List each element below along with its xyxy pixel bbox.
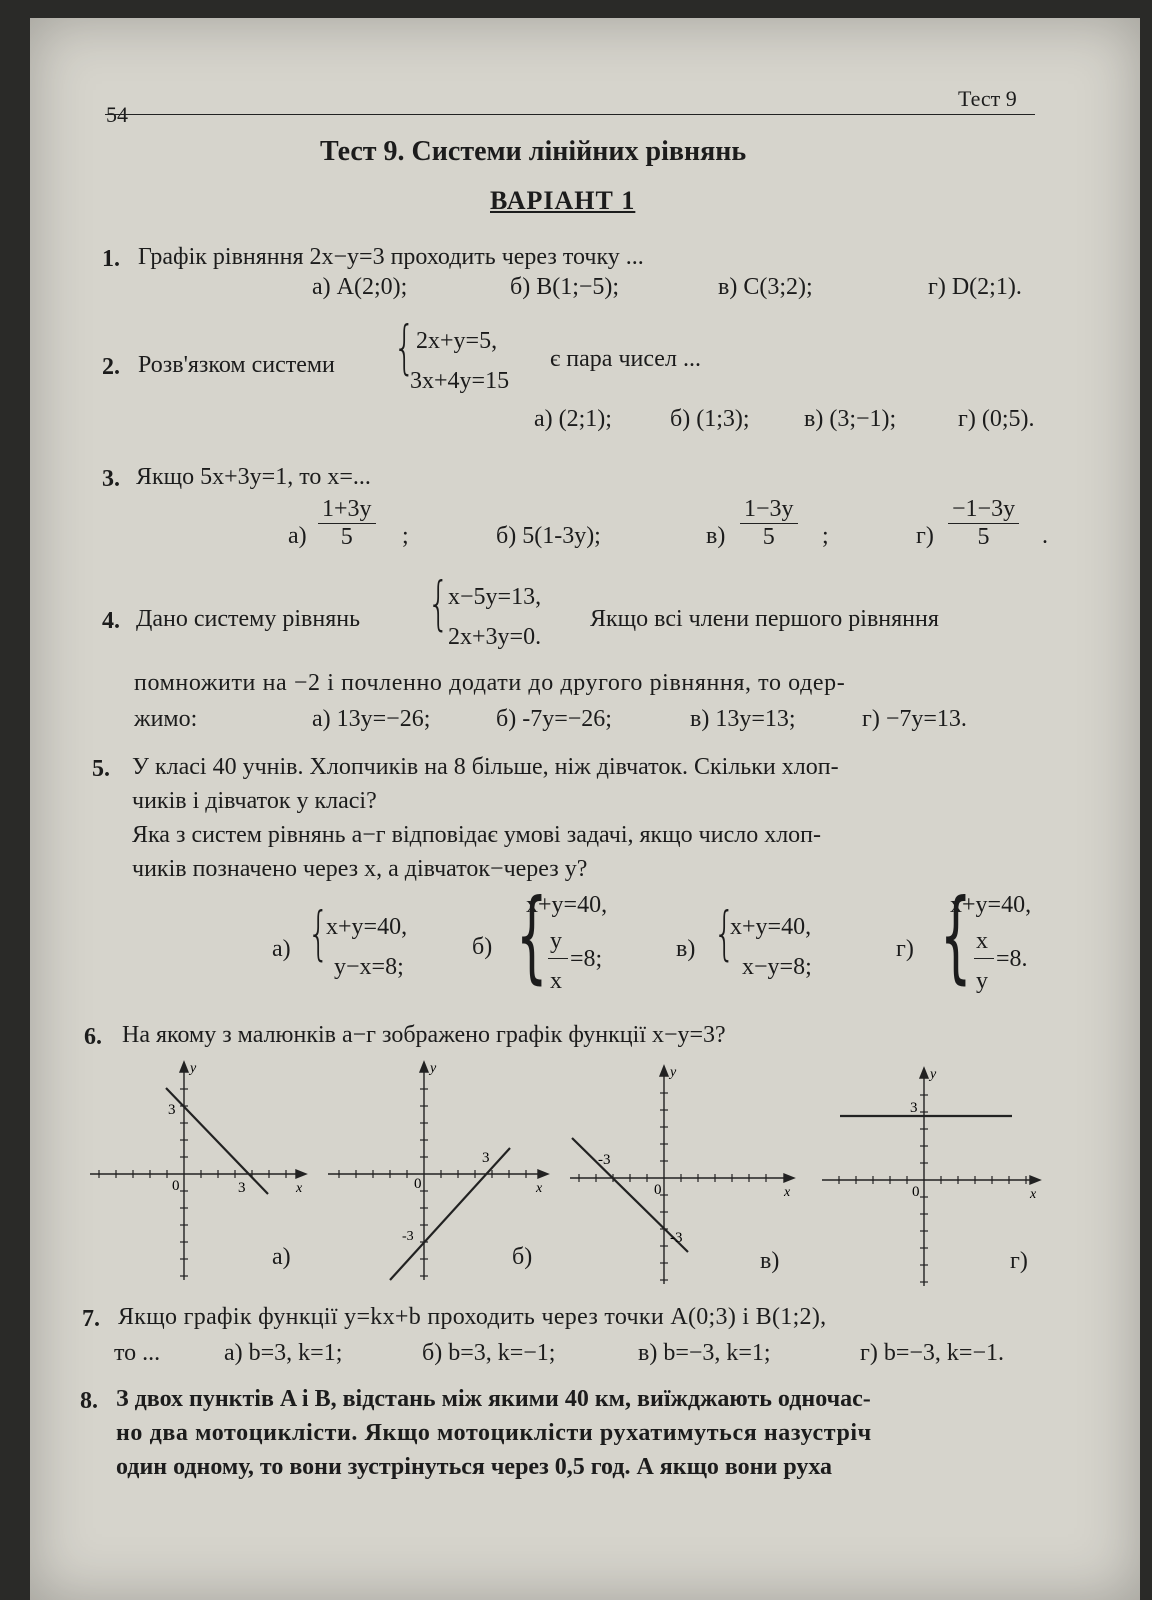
- header-rule: [105, 114, 1035, 115]
- question-line-1: З двох пунктів A і B, відстань між якими 40 км, виїжджають одночас-: [116, 1386, 871, 1412]
- option-d: г) −7y=13.: [862, 706, 967, 732]
- system-brace: {: [939, 877, 972, 994]
- system-brace: {: [713, 899, 736, 967]
- question-line-4: чиків позначено через x, а дівчаток−через y?: [132, 856, 588, 882]
- option-a-tail: ;: [402, 523, 409, 549]
- x-axis-label: x: [536, 1181, 543, 1196]
- question-number: 8.: [80, 1388, 98, 1414]
- y-axis-arrow: [660, 1066, 668, 1076]
- question-text: Якщо 5x+3y=1, то x=...: [136, 464, 371, 490]
- equation-2: 3x+4y=15: [410, 368, 510, 394]
- function-line: [166, 1088, 268, 1194]
- x-axis-arrow: [538, 1170, 548, 1178]
- x-mark-label: 3: [482, 1150, 490, 1166]
- option-d-fraction: [948, 496, 1019, 551]
- option-d: г) (0;5).: [958, 406, 1035, 432]
- option-c-eq1: x+y=40,: [730, 914, 812, 940]
- system-brace: {: [393, 313, 416, 381]
- graph-a-label: а): [272, 1244, 291, 1270]
- question-line-3: Яка з систем рівнянь а−г відповідає умові задачі, якщо число хлоп-: [132, 822, 822, 848]
- option-b: б) B(1;−5);: [510, 274, 620, 300]
- option-b-denominator: x: [550, 968, 562, 994]
- y-axis-label: y: [670, 1065, 677, 1080]
- y-axis-arrow: [180, 1062, 188, 1072]
- option-a: а) A(2;0);: [312, 274, 408, 300]
- origin-label: 0: [414, 1176, 422, 1192]
- x-mark-label: -3: [598, 1152, 611, 1168]
- option-c-label: в): [676, 936, 696, 962]
- numerator: −1−3y: [948, 496, 1019, 524]
- option-d-numerator: x: [976, 928, 988, 954]
- system-brace: {: [307, 899, 330, 967]
- question-number: 2.: [102, 354, 120, 380]
- y-axis-label: y: [430, 1061, 437, 1076]
- option-a: а) b=3, k=1;: [224, 1340, 343, 1366]
- equation-1: x−5y=13,: [448, 584, 542, 610]
- question-number: 4.: [102, 608, 120, 634]
- question-text: Розв'язком системи: [138, 352, 335, 378]
- option-c-tail: ;: [822, 523, 829, 549]
- question-number: 5.: [92, 756, 110, 782]
- option-b-label: б): [472, 934, 493, 960]
- option-c: в) (3;−1);: [804, 406, 897, 432]
- origin-label: 0: [172, 1178, 180, 1194]
- question-number: 7.: [82, 1306, 100, 1332]
- option-d: г) D(2;1).: [928, 274, 1022, 300]
- option-a-label: а): [288, 523, 307, 549]
- denominator: 5: [977, 524, 990, 550]
- y-mark-label: 3: [168, 1102, 176, 1118]
- variant-heading: ВАРІАНТ 1: [490, 186, 636, 215]
- option-c-label: в): [706, 523, 726, 549]
- textbook-page: [30, 18, 1140, 1600]
- question-line-1: Якщо графік функції y=kx+b проходить через точки A(0;3) і B(1;2),: [118, 1304, 827, 1330]
- denominator: 5: [762, 524, 775, 550]
- equation-2: 2x+3y=0.: [448, 624, 542, 650]
- page-number: 54: [106, 102, 128, 127]
- option-c: в) 13y=13;: [690, 706, 796, 732]
- option-a: а) (2;1);: [534, 406, 612, 432]
- y-axis-arrow: [920, 1068, 928, 1078]
- running-header: Тест 9: [958, 86, 1017, 111]
- question-number: 3.: [102, 466, 120, 492]
- question-number: 1.: [102, 246, 120, 272]
- question-text: На якому з малюнків а−г зображено графік функції x−y=3?: [122, 1022, 726, 1048]
- option-b-numerator: y: [550, 928, 562, 954]
- question-text-tail: Якщо всі члени першого рівняння: [590, 606, 939, 632]
- question-text: Графік рівняння 2x−y=3 проходить через точку ...: [138, 244, 644, 270]
- question-text-tail: є пара чисел ...: [550, 346, 701, 372]
- question-line-2: то ...: [114, 1340, 161, 1366]
- option-c-fraction: [740, 496, 798, 551]
- option-d-label: г): [916, 523, 934, 549]
- x-mark-label: 3: [238, 1180, 246, 1196]
- numerator: 1−3y: [740, 496, 798, 524]
- option-d: г) b=−3, k=−1.: [860, 1340, 1004, 1366]
- option-d-eq1: x+y=40,: [950, 892, 1032, 918]
- question-line-2: но два мотоциклісти. Якщо мотоциклісти рухатимуться назустріч: [116, 1420, 872, 1446]
- graph-c-label: в): [760, 1248, 780, 1274]
- page-title: Тест 9. Системи лінійних рівнянь: [320, 136, 747, 167]
- option-d-denominator: y: [976, 968, 988, 994]
- question-line-2: чиків і дівчаток у класі?: [132, 788, 377, 814]
- option-d-label: г): [896, 936, 914, 962]
- question-line-1: У класі 40 учнів. Хлопчиків на 8 більше, ніж дівчаток. Скільки хлоп-: [132, 754, 839, 780]
- question-text: Дано систему рівнянь: [136, 606, 361, 632]
- system-brace: {: [515, 877, 548, 994]
- tick-marks: [339, 1089, 526, 1276]
- option-d-tail: .: [1042, 523, 1048, 549]
- y-mark-label: -3: [670, 1230, 683, 1246]
- y-axis-label: y: [930, 1067, 937, 1082]
- equation-1: 2x+y=5,: [416, 328, 498, 354]
- origin-label: 0: [654, 1182, 662, 1198]
- system-brace: {: [427, 569, 450, 637]
- x-axis-label: x: [1030, 1187, 1037, 1202]
- x-axis-arrow: [784, 1174, 794, 1182]
- option-a-eq1: x+y=40,: [326, 914, 408, 940]
- option-d-tail: =8.: [996, 946, 1028, 972]
- option-b: б) b=3, k=−1;: [422, 1340, 556, 1366]
- origin-label: 0: [912, 1184, 920, 1200]
- tick-marks: [839, 1095, 1026, 1282]
- option-c-eq2: x−y=8;: [742, 954, 812, 980]
- option-a-label: а): [272, 936, 291, 962]
- denominator: 5: [340, 524, 353, 550]
- option-b: б) (1;3);: [670, 406, 750, 432]
- option-a-eq2: y−x=8;: [334, 954, 404, 980]
- graph-d-label: г): [1010, 1248, 1028, 1274]
- y-axis-arrow: [420, 1062, 428, 1072]
- y-mark-label: -3: [402, 1229, 414, 1244]
- question-line-3: один одному, то вони зустрінуться через 0,5 год. А якщо вони руха: [116, 1454, 833, 1480]
- numerator: 1+3y: [318, 496, 376, 524]
- question-line-3: жимо:: [134, 706, 198, 732]
- option-b-tail: =8;: [570, 946, 603, 972]
- option-a: а) 13y=−26;: [312, 706, 431, 732]
- graph-b-label: б): [512, 1244, 533, 1270]
- option-b: б) -7y=−26;: [496, 706, 612, 732]
- option-c: в) b=−3, k=1;: [638, 1340, 771, 1366]
- option-b-eq1: x+y=40,: [526, 892, 608, 918]
- question-number: 6.: [84, 1024, 102, 1050]
- function-line: [390, 1148, 510, 1280]
- x-axis-arrow: [1030, 1176, 1040, 1184]
- tick-marks: [579, 1093, 766, 1280]
- y-axis-label: y: [190, 1061, 197, 1076]
- question-line-2: помножити на −2 і почленно додати до другого рівняння, то одер-: [134, 670, 846, 696]
- y-mark-label: 3: [910, 1100, 918, 1116]
- option-a-fraction: [318, 496, 376, 551]
- fraction-bar: [974, 958, 994, 959]
- x-axis-label: x: [784, 1185, 791, 1200]
- x-axis-label: x: [296, 1181, 303, 1196]
- fraction-bar: [548, 958, 568, 959]
- option-c: в) C(3;2);: [718, 274, 813, 300]
- x-axis-arrow: [296, 1170, 306, 1178]
- option-b: б) 5(1-3y);: [496, 523, 601, 549]
